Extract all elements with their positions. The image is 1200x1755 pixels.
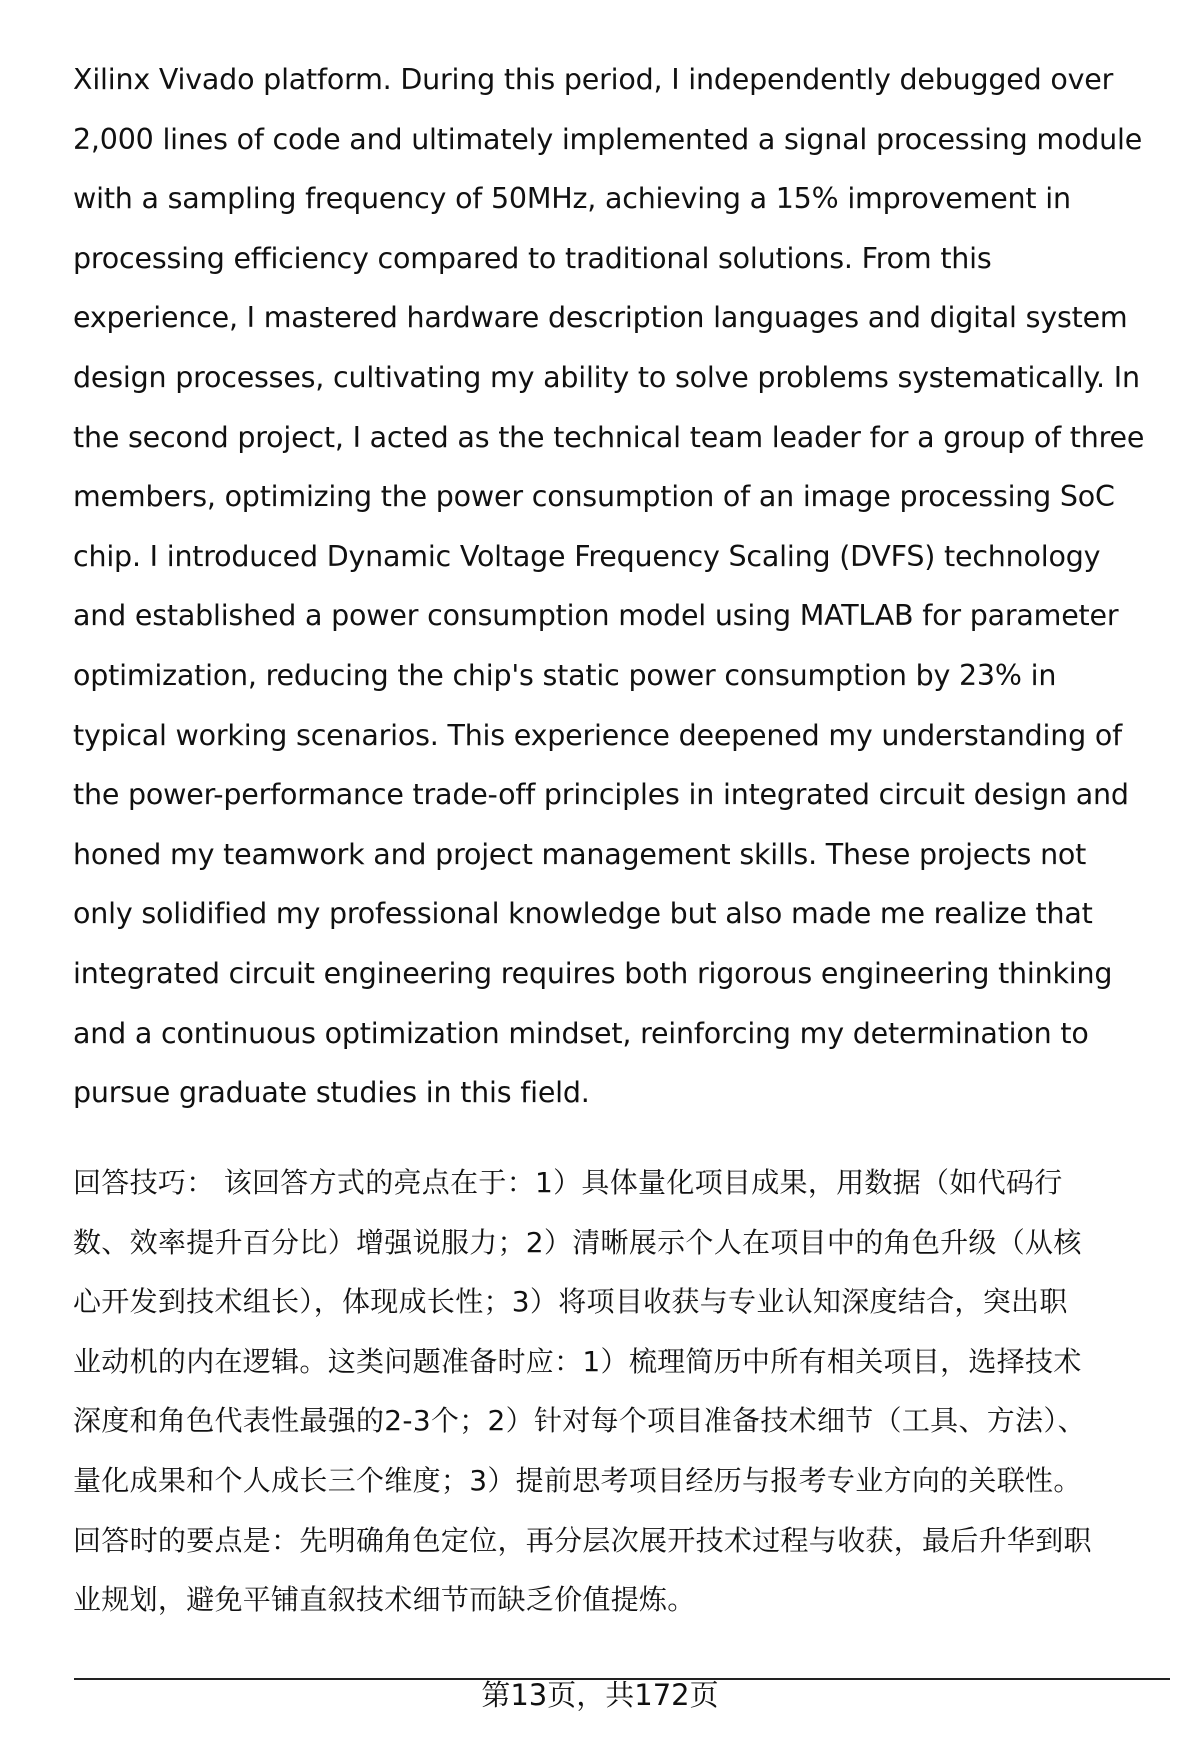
- text-line: pursue graduate studies in this field.: [73, 1076, 590, 1110]
- text-line: the second project, I acted as the technical team leader for a group of three: [73, 420, 1145, 454]
- text-line: optimization, reducing the chip's static power consumption by 23% in: [73, 658, 1057, 692]
- text-line: 业动机的内在逻辑。这类问题准备时应：1）梳理简历中所有相关项目，选择技术: [73, 1344, 1082, 1378]
- text-line: chip. I introduced Dynamic Voltage Frequency Scaling (DVFS) technology: [73, 539, 1101, 573]
- text-line: 心开发到技术组长），体现成长性；3）将项目收获与专业认知深度结合，突出职: [73, 1285, 1068, 1319]
- answer-paragraph: [73, 50, 1163, 1123]
- text-line: integrated circuit engineering requires both rigorous engineering thinking: [73, 956, 1113, 990]
- text-line: 深度和角色代表性最强的2-3个；2）针对每个项目准备技术细节（工具、方法）、: [73, 1404, 1086, 1438]
- page-number: 第13页，共172页: [481, 1678, 719, 1712]
- text-line: 业规划，避免平铺直叙技术细节而缺乏价值提炼。: [73, 1583, 696, 1617]
- text-line: Xilinx Vivado platform. During this period, I independently debugged over: [73, 63, 1114, 96]
- text-line: honed my teamwork and project management skills. These projects not: [73, 837, 1087, 871]
- answer-tips-paragraph: [73, 1153, 1163, 1630]
- text-line: typical working scenarios. This experience deepened my understanding of: [73, 718, 1122, 752]
- text-line: 数、效率提升百分比）增强说服力；2）清晰展示个人在项目中的角色升级（从核: [73, 1225, 1082, 1259]
- text-line: members, optimizing the power consumption of an image processing SoC: [73, 480, 1115, 514]
- text-line: experience, I mastered hardware description languages and digital system: [73, 301, 1128, 335]
- text-line: design processes, cultivating my ability to solve problems systematically. In: [73, 360, 1140, 394]
- text-line: 2,000 lines of code and ultimately implemented a signal processing module: [73, 122, 1143, 156]
- text-line: and a continuous optimization mindset, reinforcing my determination to: [73, 1016, 1089, 1050]
- text-line: only solidified my professional knowledge but also made me realize that: [73, 897, 1093, 931]
- text-line: 量化成果和个人成长三个维度；3）提前思考项目经历与报考专业方向的关联性。: [73, 1463, 1082, 1497]
- text-line: 回答时的要点是：先明确角色定位，再分层次展开技术过程与收获，最后升华到职: [73, 1523, 1092, 1557]
- text-line: and established a power consumption model using MATLAB for parameter: [73, 599, 1119, 633]
- text-line: processing efficiency compared to traditional solutions. From this: [73, 241, 992, 275]
- text-line: with a sampling frequency of 50MHz, achieving a 15% improvement in: [73, 182, 1071, 216]
- text-line: 回答技巧： 该回答方式的亮点在于：1）具体量化项目成果，用数据（如代码行: [73, 1166, 1063, 1199]
- text-line: the power-performance trade-off principles in integrated circuit design and: [73, 778, 1129, 812]
